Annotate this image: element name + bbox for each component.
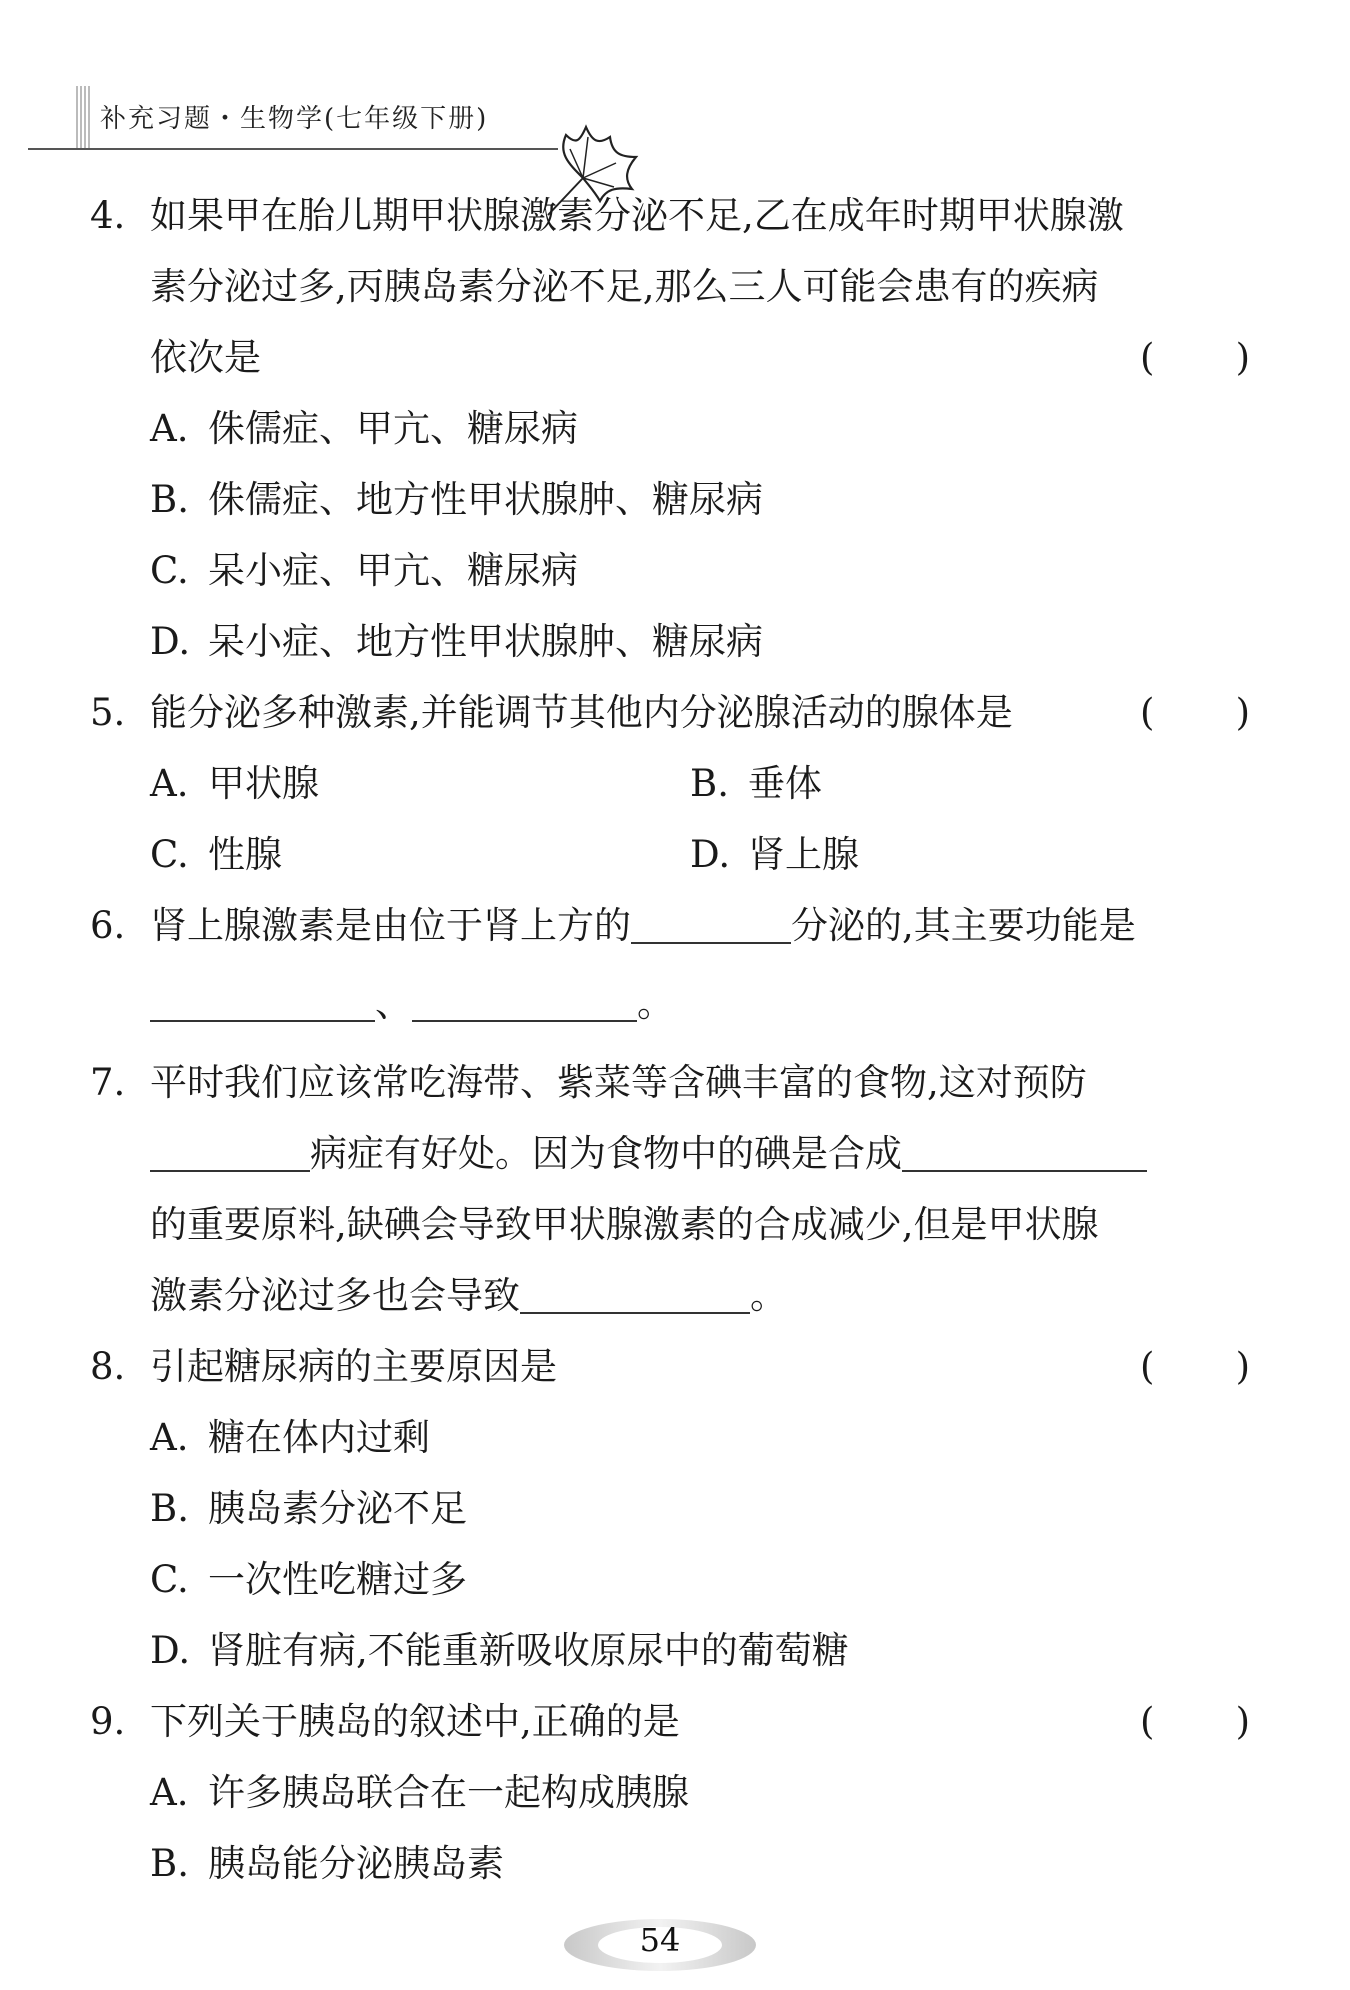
q4-line-3 [90, 322, 1250, 393]
q4-text-line-3: 依次是 [150, 336, 261, 379]
q7-line-4: 激素分泌过多也会导致 。 [150, 1274, 787, 1317]
q4-option-a: A. 侏儒症、甲亢、糖尿病 [150, 407, 578, 450]
q6-blank-1[interactable] [631, 902, 791, 944]
q6-text: 肾上腺激素是由位于肾上方的 分泌的,其主要功能是 [150, 904, 1136, 947]
q4-option-c: C. 呆小症、甲亢、糖尿病 [150, 549, 578, 592]
q5-option-c: C. 性腺 [150, 833, 282, 876]
q7-number: 7. [90, 1061, 126, 1104]
q9-option-a: A. 许多胰岛联合在一起构成胰腺 [150, 1771, 689, 1814]
q5-line-1 [90, 677, 1250, 748]
q7-text-line-3: 的重要原料,缺碘会导致甲状腺激素的合成减少,但是甲状腺 [150, 1203, 1099, 1246]
q4-answer-parentheses[interactable]: ( ) [1140, 336, 1250, 379]
q9-answer-parentheses[interactable]: ( ) [1140, 1700, 1250, 1743]
q7-blank-2[interactable] [902, 1130, 1147, 1172]
q7-line-1 [90, 1047, 1250, 1118]
q7-text-line-1: 平时我们应该常吃海带、紫菜等含碘丰富的食物,这对预防 [150, 1061, 1087, 1104]
q4-option-b: B. 侏儒症、地方性甲状腺肿、糖尿病 [150, 478, 763, 521]
q9-text: 下列关于胰岛的叙述中,正确的是 [150, 1700, 680, 1743]
questions-content [90, 180, 1250, 1899]
q5-option-a: A. 甲状腺 [150, 762, 319, 805]
q6-line-2: 、 。 [90, 961, 1250, 1047]
q4-line-1 [90, 180, 1250, 251]
q4-text-line-2: 素分泌过多,丙胰岛素分泌不足,那么三人可能会患有的疾病 [150, 265, 1099, 308]
page-footer [560, 1915, 760, 1975]
q5-text: 能分泌多种激素,并能调节其他内分泌腺活动的腺体是 [150, 691, 1013, 734]
header-decoration-bar [76, 86, 90, 148]
q8-line-1 [90, 1331, 1250, 1402]
header-rule [28, 148, 558, 150]
q5-option-b: B. 垂体 [690, 762, 822, 805]
q5-options-row-1 [90, 748, 1250, 819]
q5-answer-parentheses[interactable]: ( ) [1140, 691, 1250, 734]
q5-options-row-2 [90, 819, 1250, 890]
q4-line-2 [90, 251, 1250, 322]
q8-option-b: B. 胰岛素分泌不足 [150, 1487, 467, 1530]
q6-line-1 [90, 890, 1250, 961]
page-number: 54 [639, 1921, 681, 1959]
q8-answer-parentheses[interactable]: ( ) [1140, 1345, 1250, 1388]
q7-blank-3[interactable] [520, 1272, 750, 1314]
q8-number: 8. [90, 1345, 126, 1388]
page-header [28, 68, 588, 148]
q4-option-d: D. 呆小症、地方性甲状腺肿、糖尿病 [150, 620, 763, 663]
q9-line-1 [90, 1686, 1250, 1757]
q6-blank-2[interactable] [150, 980, 375, 1022]
q9-number: 9. [90, 1700, 126, 1743]
q4-number: 4. [90, 194, 126, 237]
q5-number: 5. [90, 691, 126, 734]
q8-option-c: C. 一次性吃糖过多 [150, 1558, 467, 1601]
q7-line-3 [90, 1189, 1250, 1260]
q8-option-a: A. 糖在体内过剩 [150, 1416, 430, 1459]
q6-blank-3[interactable] [412, 980, 637, 1022]
q6-number: 6. [90, 904, 126, 947]
q7-line-2: 病症有好处。因为食物中的碘是合成 [90, 1118, 1250, 1189]
header-title: 补充习题・生物学(七年级下册) [100, 104, 489, 134]
q7-blank-1[interactable] [150, 1130, 310, 1172]
q9-option-b: B. 胰岛能分泌胰岛素 [150, 1842, 504, 1885]
q8-option-d: D. 肾脏有病,不能重新吸收原尿中的葡萄糖 [150, 1629, 849, 1672]
q4-text-line-1: 如果甲在胎儿期甲状腺激素分泌不足,乙在成年时期甲状腺激 [150, 194, 1124, 237]
q5-option-d: D. 肾上腺 [690, 833, 859, 876]
q8-text: 引起糖尿病的主要原因是 [150, 1345, 557, 1388]
